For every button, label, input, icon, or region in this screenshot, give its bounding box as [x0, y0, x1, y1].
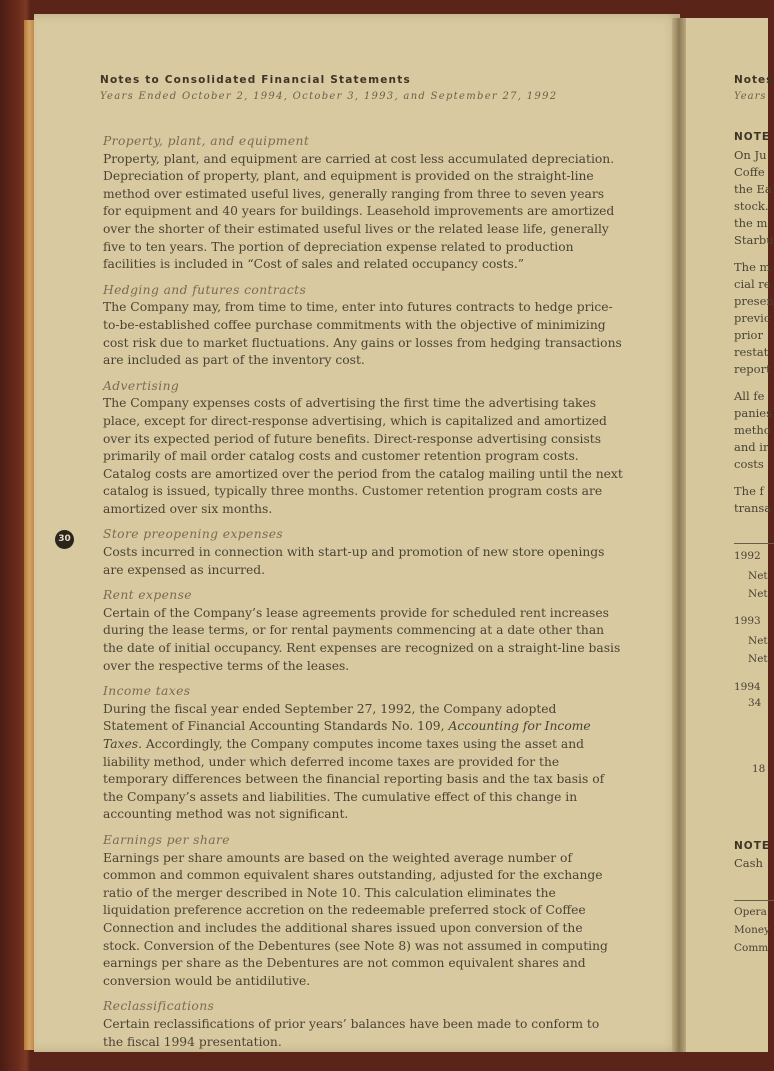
right-note-heading: NOTE — [734, 840, 771, 852]
section-text: The Company expenses costs of advertising the first time the advertising takes place, except for direct-response advertising, which is capitalized and amortized over its expected period of future benefits. Direct-response advertising consists primarily of mail order catalog costs and customer retention program costs. Catalog costs are amortized over the period from the catalog mailing until the next catalog is issued, typically three months. Customer retention program costs are amortized over six months. — [103, 396, 623, 516]
section-earnings-per-share — [103, 832, 623, 990]
section-heading: Earnings per share — [103, 832, 230, 847]
table-cell: Opera — [734, 906, 767, 918]
right-line: cial re — [734, 277, 771, 291]
table-cell: Net — [748, 570, 768, 582]
section-text: Earnings per share amounts are based on the weighted average number of common and common equivalent shares outstanding, adjusted for the exchange ratio of the merger described in Note 10. This calculation eliminates the liquidation preference accretion on the redeemable preferred stock of Coffee Connection and includes the additional shares issued upon conversion of the stock. Conversion of the Debentures (see Note 8) was not assumed in computing earnings per share as the Debentures are not common equivalent shares and conversion would be antidilutive. — [103, 850, 608, 988]
right-line: panies — [734, 406, 773, 420]
right-line: transa — [734, 501, 772, 515]
section-reclassifications — [103, 998, 623, 1051]
table-cell: Net — [748, 653, 768, 665]
section-heading: Property, plant, and equipment — [103, 134, 310, 148]
standard-title: Accounting for Income Taxes — [103, 719, 591, 751]
section-heading: Income taxes — [103, 684, 191, 699]
book-gutter — [672, 18, 686, 1052]
section-heading: Store preopening expenses — [103, 527, 284, 542]
table-cell: 34 — [748, 697, 762, 709]
right-line: and ir — [734, 440, 769, 454]
right-line: metho — [734, 423, 771, 437]
section-text: Certain of the Company’s lease agreements provide for scheduled rent increases during the lease terms, or for rental payments commencing at a date other than the date of initial occupancy. Rent expenses are recognized on a straight-line basis over the respective terms of the leases. — [103, 605, 621, 673]
table-cell: Money — [734, 924, 770, 936]
section-advertising — [103, 378, 623, 519]
right-line: The m — [734, 260, 771, 274]
right-line: previc — [734, 311, 771, 325]
right-line: On Ju — [734, 148, 767, 162]
right-line: All fe — [734, 389, 765, 403]
table-cell: 18 — [752, 763, 766, 775]
text-before: During the fiscal year ended September 27, 1992, the Company adopted Statement of Financial Accounting Standards No. 109, — [103, 701, 557, 734]
table-cell: 1993 — [734, 615, 761, 627]
right-line: the m — [734, 216, 768, 230]
section-heading: Advertising — [103, 378, 180, 393]
right-line: restat — [734, 345, 769, 359]
section-text: The Company may, from time to time, enter into futures contracts to hedge price-to-be-established coffee purchase commitments with the objective of minimizing cost risk due to market fluctuations. Any gains or losses from hedging transactions are included as part of the inventory cost. — [103, 300, 622, 368]
section-text: Certain reclassifications of prior years’ balances have been made to conform to the fiscal 1994 presentation. — [103, 1016, 600, 1049]
right-header-subtitle: Years — [734, 91, 767, 102]
section-text: Property, plant, and equipment are carried at cost less accumulated depreciation. Depreciation of property, plant, and equipment is provided on the straight-line method over estimated useful lives, generally ranging from three to seven years for equipment and 40 years for buildings. Leasehold improvements are amortized over the shorter of their estimated useful lives or the related lease life, generally five to ten years. The portion of depreciation expense related to production facilities is included in “Cost of sales and related occupancy costs.” — [103, 151, 615, 272]
page-header-subtitle: Years Ended October 2, 1994, October 3, 1993, and September 27, 1992 — [100, 91, 558, 102]
right-line: Coffe — [734, 165, 765, 179]
table-rule — [734, 543, 774, 544]
page-header-title: Notes to Consolidated Financial Statements — [100, 74, 411, 86]
table-cell: Comm — [734, 942, 769, 954]
table-cell: Net — [748, 635, 768, 647]
right-line: stock. — [734, 199, 769, 213]
section-text — [103, 701, 623, 824]
section-income-taxes — [103, 683, 623, 824]
table-cell: 1992 — [734, 550, 761, 562]
section-rent-expense — [103, 587, 623, 675]
page-number-badge: 30 — [55, 530, 74, 549]
right-line: report — [734, 362, 771, 376]
right-line: Starbu — [734, 233, 774, 247]
text-after: . Accordingly, the Company computes income taxes using the asset and liability method, under which deferred income taxes are provided for the temporary differences between the financial reporting basis and the tax basis of the Company’s assets and liabilities. The cumulative effect of this change in accounting method was not significant. — [103, 737, 605, 822]
right-line: presen — [734, 294, 774, 308]
section-heading: Hedging and futures contracts — [103, 282, 307, 297]
right-line: prior — [734, 328, 763, 342]
notes-body — [103, 133, 623, 1059]
right-note-heading: NOTE — [734, 131, 771, 143]
section-property-plant-equipment — [103, 133, 623, 274]
section-store-preopening — [103, 526, 623, 579]
right-line: costs — [734, 457, 764, 471]
right-header-title: Notes — [734, 74, 774, 86]
right-line: the Ea — [734, 182, 772, 196]
section-hedging — [103, 282, 623, 370]
table-rule — [734, 900, 774, 901]
right-line: Cash — [734, 856, 763, 870]
section-text: Costs incurred in connection with start-up and promotion of new store openings are expensed as incurred. — [103, 545, 605, 577]
table-cell: 1994 — [734, 681, 761, 693]
table-cell: Net — [748, 588, 768, 600]
section-heading: Rent expense — [103, 588, 192, 603]
right-line: The f — [734, 484, 764, 498]
section-heading: Reclassifications — [103, 999, 215, 1014]
